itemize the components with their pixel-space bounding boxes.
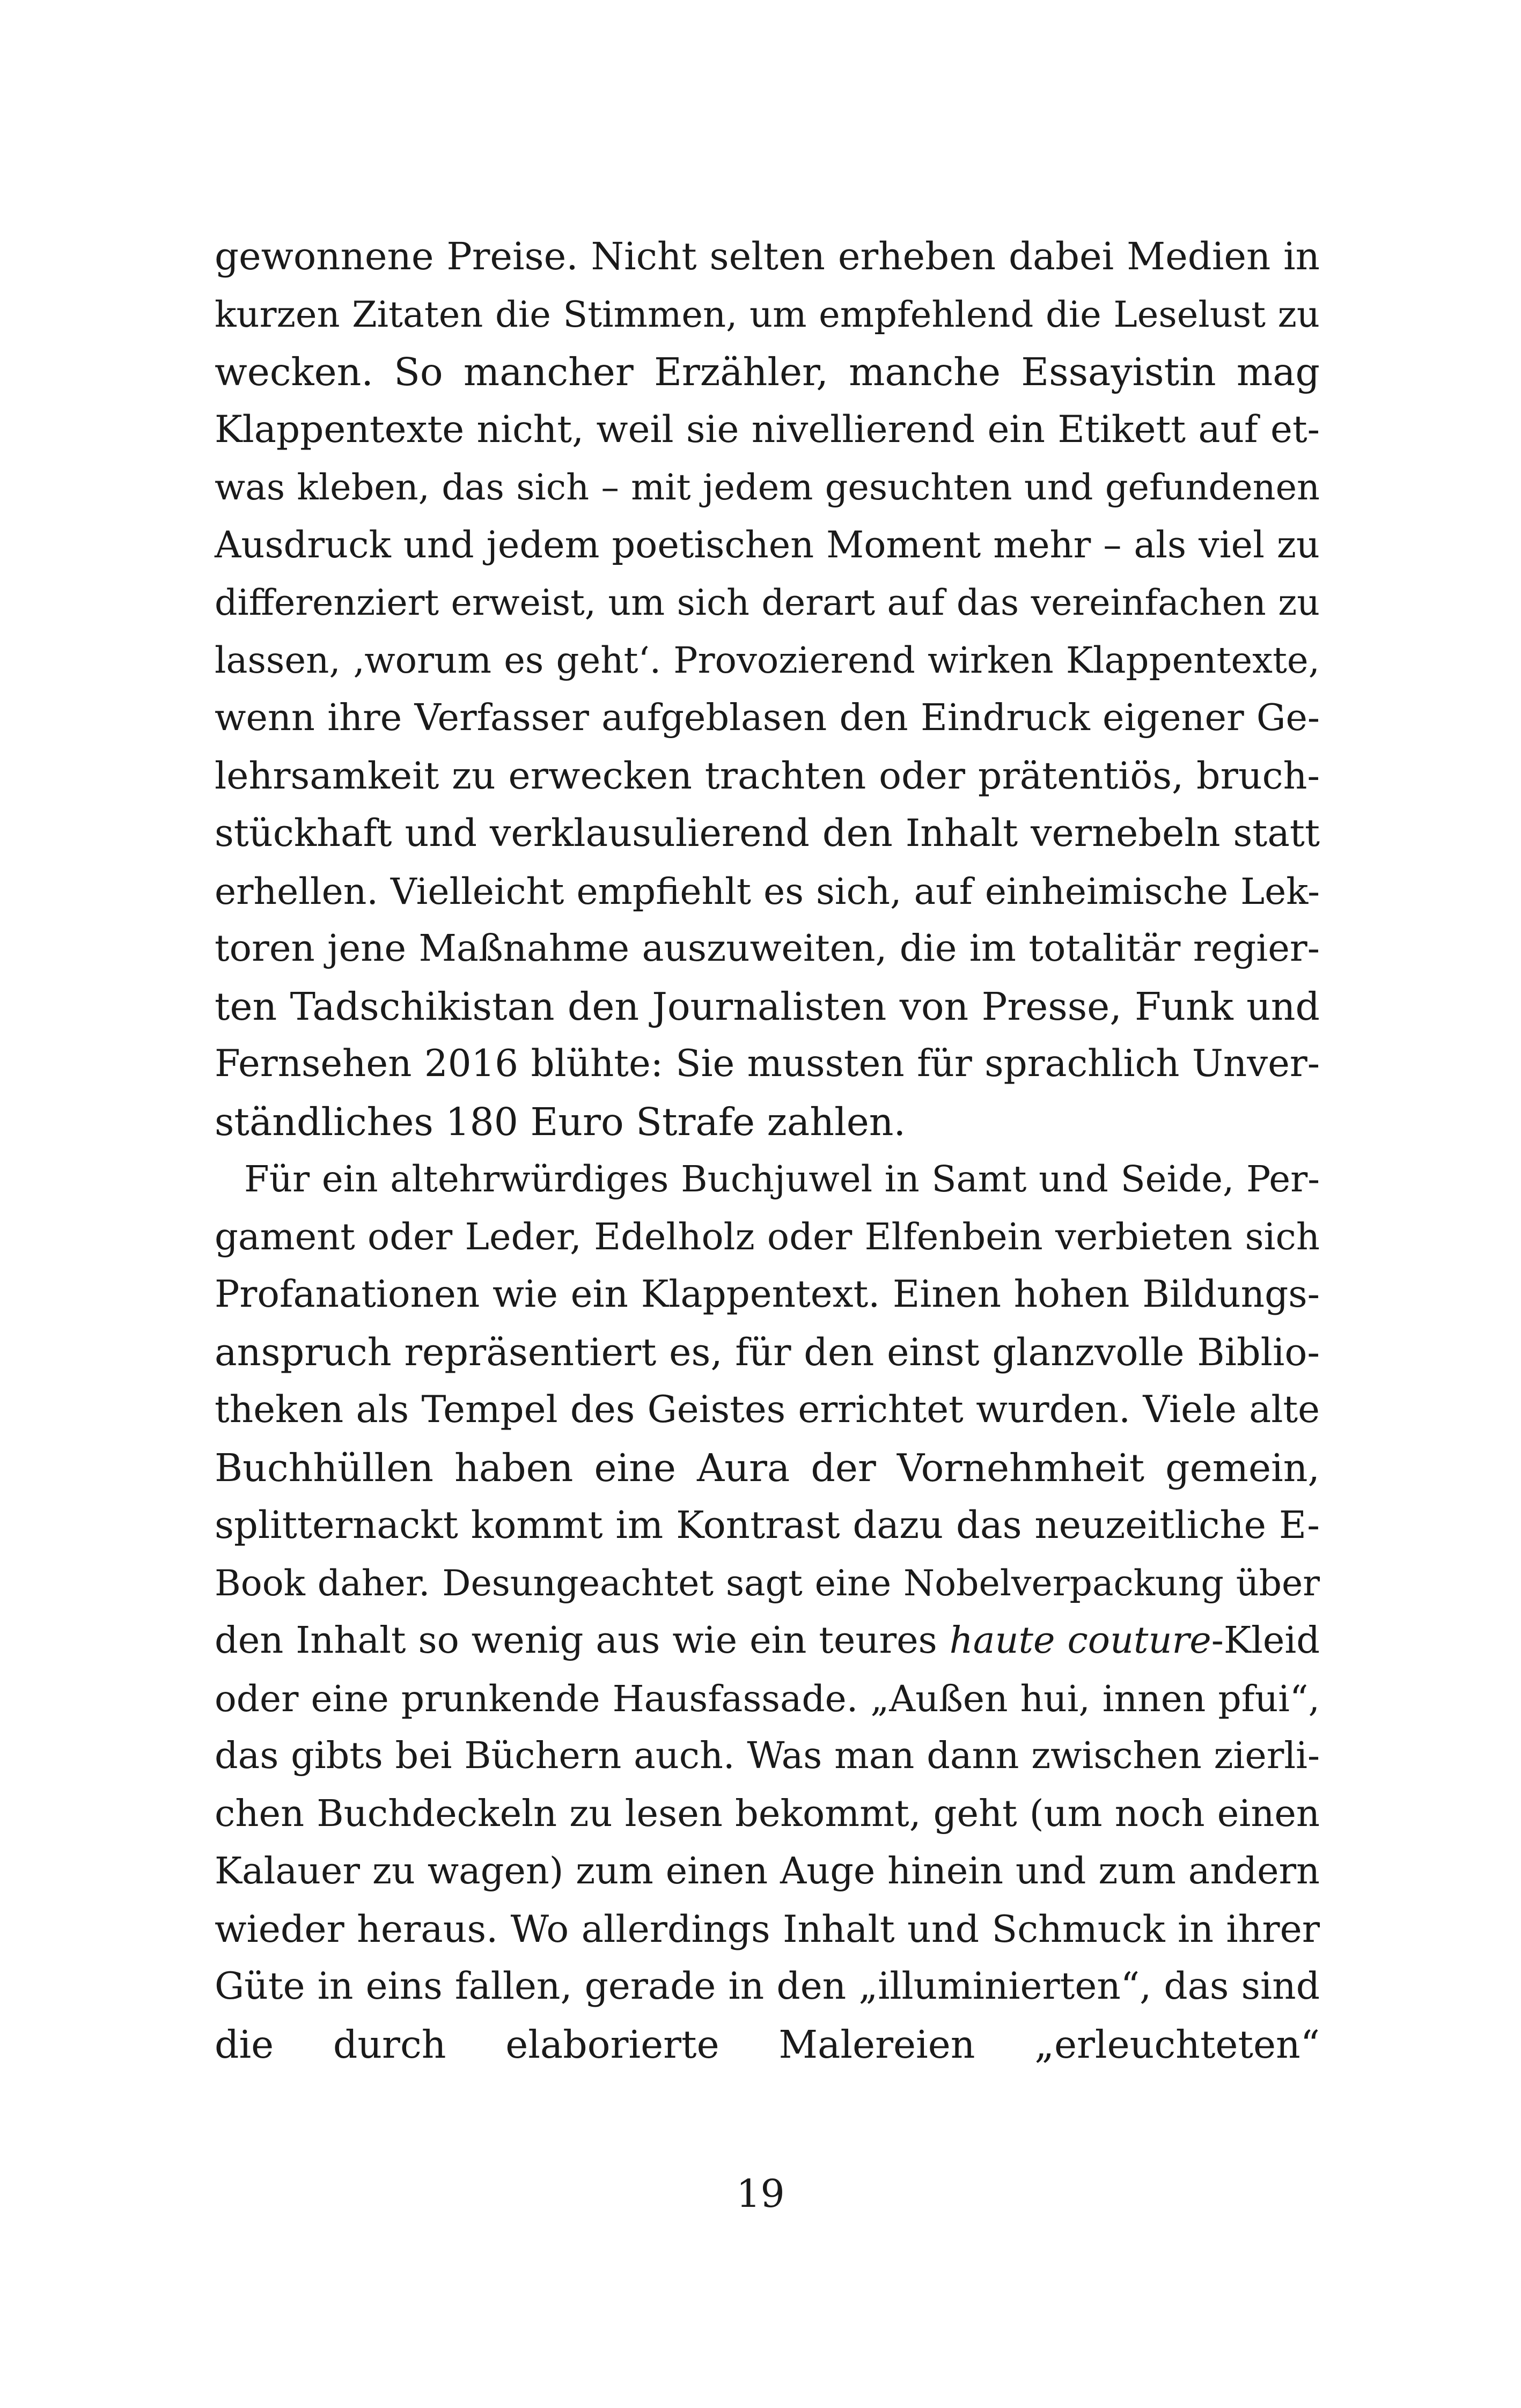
text-line: Buchhüllen haben eine Aura der Vornehmheit gemein, [215,1445,1320,1490]
text-line: stückhaft und verklausulierend den Inhalt vernebeln statt [215,812,1320,855]
text-line: lassen, ‚worum es geht‘. Provozierend wirken Klappentexte, [215,639,1320,681]
text-segment: den Inhalt so wenig aus wie ein teures [215,1619,950,1662]
text-line: differenziert erweist, um sich derart auf das vereinfachen zu [215,581,1320,623]
text-line: oder eine prunkende Hausfassade. „Außen hui, innen pfui“, [215,1677,1320,1720]
text-line: wecken. So mancher Erzähler, manche Essayistin mag [215,350,1320,394]
text-line: wenn ihre Verfasser aufgeblasen den Eindruck eigener Ge- [215,697,1320,739]
text-line: Book daher. Desungeachtet sagt eine Nobelverpackung über [215,1562,1320,1604]
text-line-with-italic [215,1612,1320,1670]
text-line: gewonnene Preise. Nicht selten erheben dabei Medien in [215,234,1320,278]
text-line: wieder heraus. Wo allerdings Inhalt und Schmuck in ihrer [215,1907,1320,1951]
text-line: chen Buchdeckeln zu lesen bekommt, geht (um noch einen [215,1792,1320,1835]
text-segment: -Kleid [1211,1619,1320,1662]
text-line: was kleben, das sich – mit jedem gesuchten und gefundenen [215,466,1320,508]
text-line: lehrsamkeit zu erwecken trachten oder prätentiös, bruch- [215,754,1320,798]
text-line: gament oder Leder, Edelholz oder Elfenbein verbieten sich [215,1215,1320,1258]
paragraph-2 [215,1151,1320,2073]
text-line: Güte in eins fallen, gerade in den „illuminierten“, das sind [215,1965,1320,2008]
text-line: kurzen Zitaten die Stimmen, um empfehlend die Leselust zu [215,293,1320,335]
text-line: anspruch repräsentiert es, für den einst glanzvolle Biblio- [215,1330,1320,1374]
paragraph-1 [215,228,1320,1151]
text-line: die durch elaborierte Malereien „erleuchteten“ [215,2022,1320,2067]
text-line: erhellen. Vielleicht empfiehlt es sich, auf einheimische Lek- [215,870,1320,912]
text-line: theken als Tempel des Geistes errichtet wurden. Viele alte [215,1388,1320,1431]
text-line: splitternackt kommt im Kontrast dazu das neuzeitliche E- [215,1503,1320,1547]
body-text [215,228,1320,2073]
text-line: ten Tadschikistan den Journalisten von Presse, Funk und [215,984,1320,1029]
italic-phrase: haute couture [949,1619,1211,1662]
text-line: Kalauer zu wagen) zum einen Auge hinein und zum andern [215,1850,1320,1892]
text-line: toren jene Maßnahme auszuweiten, die im totalitär regier- [215,927,1320,970]
text-line: ständliches 180 Euro Strafe zahlen. [215,1099,906,1144]
page-number: 19 [736,2171,785,2216]
text-line: Profanationen wie ein Klappentext. Einen hohen Bildungs- [215,1273,1320,1316]
text-line: Klappentexte nicht, weil sie nivellierend ein Etikett auf et- [215,408,1320,451]
text-line: das gibts bei Büchern auch. Was man dann zwischen zierli- [215,1735,1320,1777]
text-line: Fernsehen 2016 blühte: Sie mussten für sprachlich Unver- [215,1042,1320,1085]
text-line: Für ein altehrwürdiges Buchjuwel in Samt und Seide, Per- [244,1158,1320,1200]
text-line: Ausdruck und jedem poetischen Moment mehr – als viel zu [215,524,1320,566]
